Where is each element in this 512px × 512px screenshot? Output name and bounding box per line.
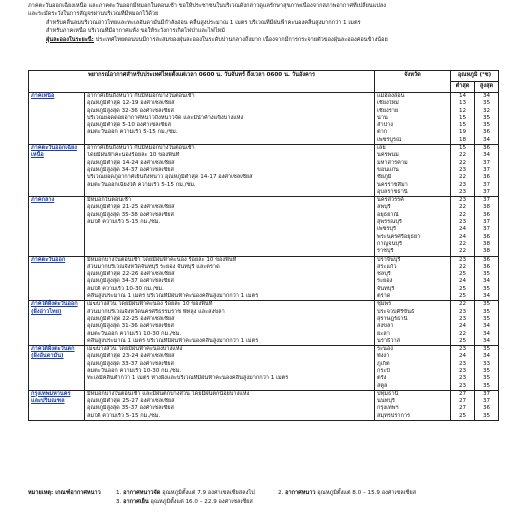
region-name: ภาคตะวันออก [31, 256, 66, 263]
forecast-cell [85, 346, 375, 391]
region-row [29, 256, 499, 301]
forecast-line: อุณหภูมิต่ำสุด 12-19 องศาเซลเซียส [87, 100, 175, 107]
province-name: ประจวบคีรีขันธ์ [377, 308, 415, 315]
max-temp: 35 [482, 346, 491, 353]
forecast-line: ลมตะวันออก ความเร็ว 10-30 กม./ชม. [87, 367, 182, 374]
forecast-line: ทะเลมีคลื่นต่ำกว่า 1 เมตร ห่างฝั่งและบริเวณที่มีฝนฟ้าคะนองคลื่นสูงมากกว่า 1 เมตร [87, 375, 289, 382]
province-name: ปทุมธานี [377, 390, 399, 397]
max-temp: 35 [482, 114, 491, 121]
forecast-body [29, 93, 499, 421]
province-name: นครพนม [377, 152, 399, 159]
min-header: ต่ำสุด [451, 82, 475, 93]
max-temp: 35 [482, 367, 491, 374]
max-header: สูงสุด [475, 82, 499, 93]
min-temp: 22 [458, 330, 467, 337]
province-name: ตราด [377, 293, 391, 300]
forecast-line: อุณหภูมิสูงสุด 31-36 องศาเซลเซียส [87, 323, 174, 330]
min-temp: 22 [458, 240, 467, 247]
region-name-cell [29, 93, 85, 145]
max-temp: 34 [482, 330, 491, 337]
forecast-line: อุณหภูมิสูงสุด 35-37 องศาเซลเซียส [87, 405, 174, 412]
province-name: เลย [377, 145, 386, 152]
max-temp: 33 [482, 360, 491, 367]
forecast-cell [85, 256, 375, 301]
min-temp-cell [451, 93, 475, 145]
province-header: จังหวัด [375, 71, 451, 93]
max-temp: 37 [482, 166, 491, 173]
province-cell [375, 93, 451, 145]
max-temp: 36 [482, 405, 491, 412]
province-name: ภูเก็ต [377, 360, 390, 367]
forecast-line: เมฆบางส่วน โดยมีฝนฟ้าคะนอง ร้อยละ 10 ของพื้นที่ [87, 301, 213, 308]
region-name-cell [29, 256, 85, 301]
table-title: พยากรณ์อากาศสำหรับประเทศไทยตั้งแต่เวลา 0600 น. วันจันทร์ ถึงเวลา 0600 น. วันอังคาร [29, 71, 375, 93]
province-name: สระแก้ว [377, 263, 397, 270]
province-name: สุราษฎร์ธานี [377, 315, 408, 322]
province-name: อุบลราชธานี [377, 188, 408, 195]
region-name-cell [29, 390, 85, 420]
region-name-cell [29, 301, 85, 346]
province-name: สตูล [377, 382, 388, 389]
forecast-line: ลมใต้ ความเร็ว 10-30 กม./ชม. [87, 285, 164, 292]
min-temp-cell [451, 390, 475, 420]
min-temp: 14 [458, 93, 467, 99]
min-temp: 15 [458, 122, 467, 129]
min-temp: 23 [458, 256, 467, 263]
min-temp-cell [451, 301, 475, 346]
forecast-line: อุณหภูมิต่ำสุด 5-10 องศาเซลเซียส [87, 122, 172, 129]
min-temp: 25 [458, 293, 467, 300]
legend-caption: หมายเหตุ: เกณฑ์อากาศหนาว [28, 490, 101, 496]
region-name: (ฝั่งอ่าวไทย) [31, 308, 62, 315]
legend-cold: 2. อากาศหนาว อุณหภูมิตั้งแต่ 8.0 – 15.9 องศาเซลเซียส [278, 490, 417, 496]
max-temp: 35 [482, 301, 491, 308]
max-temp-cell [475, 93, 499, 145]
province-name: ชลบุรี [377, 271, 391, 278]
north-dry-note: สำหรับภาคเหนือ บริเวณที่มีอากาศแห้ง ขอให้ระวังการเกิดไฟป่าและไฟไหม้ [46, 28, 225, 35]
province-name: น่าน [377, 114, 388, 121]
region-name: (ฝั่งอันดามัน) [31, 353, 64, 360]
min-temp: 22 [458, 248, 467, 255]
forecast-line: อากาศเย็นถึงหนาว กับมีหมอกบางในตอนเช้า [87, 145, 195, 152]
region-row [29, 197, 499, 256]
max-temp-cell [475, 197, 499, 256]
intro-line: และระมัดระวังในการสัญจรผ่านบริเวณที่มีหมอกไว้ด้วย [28, 11, 159, 18]
forecast-line: ลมใต้ ความเร็ว 5-15 กม./ชม. [87, 412, 161, 419]
max-temp: 37 [482, 159, 491, 166]
forecast-line: ลมตะวันออกเฉียงใต้ ความเร็ว 5-15 กม./ชม. [87, 181, 196, 188]
max-temp: 38 [482, 248, 491, 255]
forecast-line: คลื่นสูงประมาณ 1 เมตร บริเวณที่มีฝนฟ้าคะนองคลื่นสูงมากกว่า 1 เมตร [87, 337, 259, 344]
max-temp: 35 [482, 308, 491, 315]
max-temp: 35 [482, 122, 491, 129]
min-temp: 22 [458, 211, 467, 218]
region-name: ภาคใต้ฝั่งตะวันตก [31, 346, 75, 353]
forecast-line: บริเวณยอดดอยอากาศหนาวถึงหนาวจัด และมีน้ำค้างแข็งบางแห่ง [87, 114, 244, 121]
region-name: กรุงเทพมหานคร [31, 390, 71, 397]
max-temp: 37 [482, 197, 491, 204]
max-temp: 32 [482, 107, 491, 114]
province-name: เพชรบุรี [377, 226, 396, 233]
forecast-line: อุณหภูมิต่ำสุด 22-26 องศาเซลเซียส [87, 271, 175, 278]
forecast-line: อุณหภูมิสูงสุด 34-37 องศาเซลเซียส [87, 166, 174, 173]
min-temp: 23 [458, 375, 467, 382]
max-temp: 35 [482, 100, 491, 107]
max-temp: 34 [482, 136, 491, 143]
min-temp: 23 [458, 346, 467, 353]
province-name: ระยอง [377, 278, 393, 285]
max-temp: 35 [482, 285, 491, 292]
intro-line: ภาคตะวันออกเฉียงเหนือ และภาคตะวันออกมีหมอกในตอนเช้า ขอให้ประชาชนในบริเวณดังกล่าวดูแลรักษาสุขภาพเนื่องจากสภาพอากาศที่เปลี่ยนแปลง [28, 3, 386, 9]
min-temp: 22 [458, 263, 467, 270]
min-temp: 24 [458, 323, 467, 330]
province-name: ตาก [377, 129, 388, 136]
min-temp: 22 [458, 204, 467, 211]
region-row [29, 390, 499, 420]
min-temp: 18 [458, 136, 467, 143]
max-temp: 38 [482, 204, 491, 211]
forecast-cell [85, 93, 375, 145]
max-temp: 37 [482, 219, 491, 226]
province-name: จันทบุรี [377, 285, 395, 292]
forecast-line: มีหมอกในตอนเช้า [87, 197, 132, 204]
max-temp: 34 [482, 337, 491, 344]
legend-cool-name: อากาศเย็น [123, 499, 149, 505]
legend-cold-name: อากาศหนาว [285, 490, 316, 496]
region-row [29, 93, 499, 145]
legend-very-cold: 1. อากาศหนาวจัด อุณหภูมิตั้งแต่ 7.9 องศาเซลเซียสลงไป [116, 490, 255, 496]
province-name: ชุมพร [377, 301, 392, 308]
province-name: กาญจนบุรี [377, 240, 402, 247]
province-cell [375, 197, 451, 256]
region-name: ภาคตะวันออกเฉียงเหนือ [31, 145, 78, 159]
province-name: ระนอง [377, 346, 393, 353]
dust-note [28, 36, 498, 44]
min-temp: 23 [458, 181, 467, 188]
region-name: ภาคกลาง [31, 197, 55, 204]
province-name: อยุธยาณี [377, 211, 399, 218]
max-temp-cell [475, 390, 499, 420]
min-temp: 22 [458, 174, 467, 181]
min-temp-cell [451, 145, 475, 197]
max-temp-cell [475, 301, 499, 346]
forecast-line: ลมใต้ ความเร็ว 5-15 กม./ชม. [87, 219, 161, 226]
region-name: ภาคใต้ฝั่งตะวันออก [31, 301, 78, 308]
min-temp: 13 [458, 100, 467, 107]
province-name: ราชบุรี [377, 248, 394, 255]
forecast-line: มีหมอกบางในตอนเช้า โดยมีฝนฟ้าคะนอง ร้อยละ 10 ของพื้นที่ [87, 256, 237, 263]
province-name: นราธิวาส [377, 337, 401, 344]
max-temp: 34 [482, 152, 491, 159]
max-temp: 35 [482, 271, 491, 278]
province-name: ยะลา [377, 330, 390, 337]
min-temp: 22 [458, 301, 467, 308]
min-temp: 23 [458, 219, 467, 226]
min-temp: 23 [458, 308, 467, 315]
max-temp: 36 [482, 129, 491, 136]
region-name-cell [29, 197, 85, 256]
forecast-line: มีหมอกบางในตอนเช้า และมีฝนตกบางส่วน โดยมีฝนตกน้อยบางแห่ง [87, 390, 250, 397]
min-temp: 22 [458, 159, 467, 166]
max-temp-cell [475, 346, 499, 391]
min-temp: 25 [458, 337, 467, 344]
max-temp: 38 [482, 240, 491, 247]
dust-label: ฝุ่นละอองในระยะนี้: [46, 36, 94, 43]
forecast-cell [85, 145, 375, 197]
temp-header: อุณหภูมิ (°ซ) [451, 71, 499, 82]
forecast-line: อุณหภูมิต่ำสุด 25-27 องศาเซลเซียส [87, 398, 175, 405]
max-temp-cell [475, 256, 499, 301]
min-temp-cell [451, 256, 475, 301]
legend-cool-text: อุณหภูมิตั้งแต่ 16.0 – 22.9 องศาเซลเซียส [150, 499, 253, 505]
forecast-line: บริเวณยอดภูอากาศเย็นถึงหนาว อุณหภูมิต่ำสุด 14-17 องศาเซลเซียส [87, 174, 253, 181]
max-temp: 35 [482, 382, 491, 389]
min-temp: 12 [458, 107, 467, 114]
region-name: ภาคเหนือ [31, 93, 55, 99]
forecast-line: อุณหภูมิต่ำสุด 14-24 องศาเซลเซียส [87, 159, 175, 166]
province-name: ลพบุรี [377, 204, 391, 211]
province-cell [375, 145, 451, 197]
max-temp: 36 [482, 145, 491, 152]
min-temp: 25 [458, 271, 467, 278]
forecast-line: อุณหภูมิสูงสุด 33-37 องศาเซลเซียส [87, 360, 174, 367]
dust-text: ประเทศไทยตอนบนมีการสะสมของฝุ่นละอองในระดับปานกลางถึงมาก เนื่องจากมีการกระจายตัวของฝุ่นละอองค่อนข้างน้อย [95, 36, 388, 43]
min-temp: 19 [458, 129, 467, 136]
province-name: พังงา [377, 353, 390, 360]
region-row [29, 145, 499, 197]
province-name: พระนครศรีอยุธยา [377, 233, 421, 240]
min-temp: 24 [458, 353, 467, 360]
min-temp-cell [451, 197, 475, 256]
min-temp: 23 [458, 382, 467, 389]
province-name: มหาสารคาม [377, 159, 408, 166]
max-temp: 34 [482, 93, 491, 99]
region-row [29, 346, 499, 391]
legend-cold-text: อุณหภูมิตั้งแต่ 8.0 – 15.9 องศาเซลเซียส [317, 490, 417, 496]
province-name: ขอนแก่น [377, 166, 399, 173]
max-temp: 37 [482, 226, 491, 233]
province-name: ชัยภูมิ [377, 174, 392, 181]
min-temp: 25 [458, 285, 467, 292]
forecast-line: เมฆบางส่วน โดยมีฝนฟ้าคะนองบางแห่ง [87, 346, 183, 353]
legend-cool: 3. อากาศเย็น อุณหภูมิตั้งแต่ 16.0 – 22.9 องศาเซลเซียส [116, 499, 253, 505]
min-temp: 23 [458, 367, 467, 374]
province-name: สุพรรณบุรี [377, 219, 402, 226]
province-cell [375, 256, 451, 301]
province-name: กรุงเทพฯ [377, 405, 399, 412]
max-temp: 35 [482, 315, 491, 322]
max-temp: 36 [482, 211, 491, 218]
region-name-cell [29, 145, 85, 197]
min-temp: 22 [458, 152, 467, 159]
sea-conditions: สำหรับคลื่นลมบริเวณอ่าวไทยและทะเลอันดามันมีกำลังอ่อน คลื่นสูงประมาณ 1 เมตร บริเวณที่มีฝนฟ้าคะนองคลื่นสูงมากกว่า 1 เมตร [46, 19, 361, 26]
province-name: สงขลา [377, 323, 394, 330]
province-name: เชียงราย [377, 107, 399, 114]
forecast-line: อุณหภูมิสูงสุด 35-38 องศาเซลเซียส [87, 211, 174, 218]
min-temp: 27 [458, 390, 467, 397]
min-temp: 27 [458, 405, 467, 412]
province-cell [375, 346, 451, 391]
max-temp: 34 [482, 323, 491, 330]
max-temp: 34 [482, 293, 491, 300]
legend-very-cold-name: อากาศหนาวจัด [123, 490, 161, 496]
min-temp: 23 [458, 197, 467, 204]
forecast-line: โดยมีฝนฟ้าคะนองร้อยละ 10 ของพื้นที่ [87, 152, 180, 159]
max-temp: 37 [482, 188, 491, 195]
province-name: นนทบุรี [377, 398, 395, 405]
forecast-cell [85, 197, 375, 256]
min-temp-cell [451, 346, 475, 391]
legend-very-cold-text: อุณหภูมิตั้งแต่ 7.9 องศาเซลเซียสลงไป [162, 490, 255, 496]
forecast-cell [85, 390, 375, 420]
min-temp: 23 [458, 360, 467, 367]
province-name: สมุทรปราการ [377, 412, 411, 419]
max-temp: 35 [482, 375, 491, 382]
province-name: ตรัง [377, 375, 387, 382]
region-row [29, 301, 499, 346]
forecast-line: คลื่นสูงประมาณ 1 เมตร บริเวณที่มีฝนฟ้าคะนองคลื่นสูงมากกว่า 1 เมตร [87, 293, 259, 300]
province-name: กระบี่ [377, 367, 390, 374]
forecast-line: ลมตะวันออก ความเร็ว 5-15 กม./ชม. [87, 129, 178, 136]
forecast-line: ลมตะวันออก ความเร็ว 10-30 กม./ชม. [87, 330, 182, 337]
region-name-cell [29, 346, 85, 391]
forecast-line: ส่วนมากบริเวณจังหวัดจันทบุรี ระยอง จันทบุรี และตราด [87, 263, 220, 270]
province-name: ลำปาง [377, 122, 394, 129]
province-cell [375, 301, 451, 346]
min-temp: 24 [458, 226, 467, 233]
max-temp: 36 [482, 174, 491, 181]
min-temp: 23 [458, 315, 467, 322]
forecast-line: อุณหภูมิต่ำสุด 22-25 องศาเซลเซียส [87, 315, 175, 322]
province-name: เชียงใหม่ [377, 100, 399, 107]
min-temp: 15 [458, 114, 467, 121]
region-name: และปริมณฑล [31, 398, 65, 405]
min-temp: 15 [458, 145, 467, 152]
max-temp: 35 [482, 412, 491, 419]
forecast-table [28, 70, 499, 421]
min-temp: 24 [458, 233, 467, 240]
min-temp: 25 [458, 412, 467, 419]
province-name: นครสวรรค์ [377, 197, 404, 204]
province-name: เพชรบูรณ์ [377, 136, 402, 143]
forecast-cell [85, 301, 375, 346]
forecast-line: ส่วนมากบริเวณจังหวัดนครศรีธรรมราช พัทลุง และสงขลา [87, 308, 225, 315]
province-name: แม่ฮ่องสอน [377, 93, 405, 99]
forecast-line: อุณหภูมิต่ำสุด 21-25 องศาเซลเซียส [87, 204, 175, 211]
min-temp: 23 [458, 166, 467, 173]
province-name: นครราชสีมา [377, 181, 408, 188]
max-temp: 34 [482, 278, 491, 285]
forecast-line: อุณหภูมิต่ำสุด 23-24 องศาเซลเซียส [87, 353, 175, 360]
min-temp: 27 [458, 398, 467, 405]
min-temp: 23 [458, 188, 467, 195]
min-temp: 24 [458, 278, 467, 285]
max-temp: 36 [482, 256, 491, 263]
forecast-line: อุณหภูมิสูงสุด 32-36 องศาเซลเซียส [87, 107, 174, 114]
forecast-line: อุณหภูมิสูงสุด 34-37 องศาเซลเซียส [87, 278, 174, 285]
province-name: ปราจีนบุรี [377, 256, 401, 263]
max-temp: 36 [482, 233, 491, 240]
province-cell [375, 390, 451, 420]
max-temp: 37 [482, 181, 491, 188]
forecast-line: อากาศเย็นถึงหนาว กับมีหมอกบางในตอนเช้า [87, 93, 195, 99]
max-temp-cell [475, 145, 499, 197]
max-temp: 37 [482, 398, 491, 405]
max-temp: 37 [482, 390, 491, 397]
max-temp: 36 [482, 263, 491, 270]
intro-section [28, 2, 498, 44]
max-temp: 34 [482, 353, 491, 360]
